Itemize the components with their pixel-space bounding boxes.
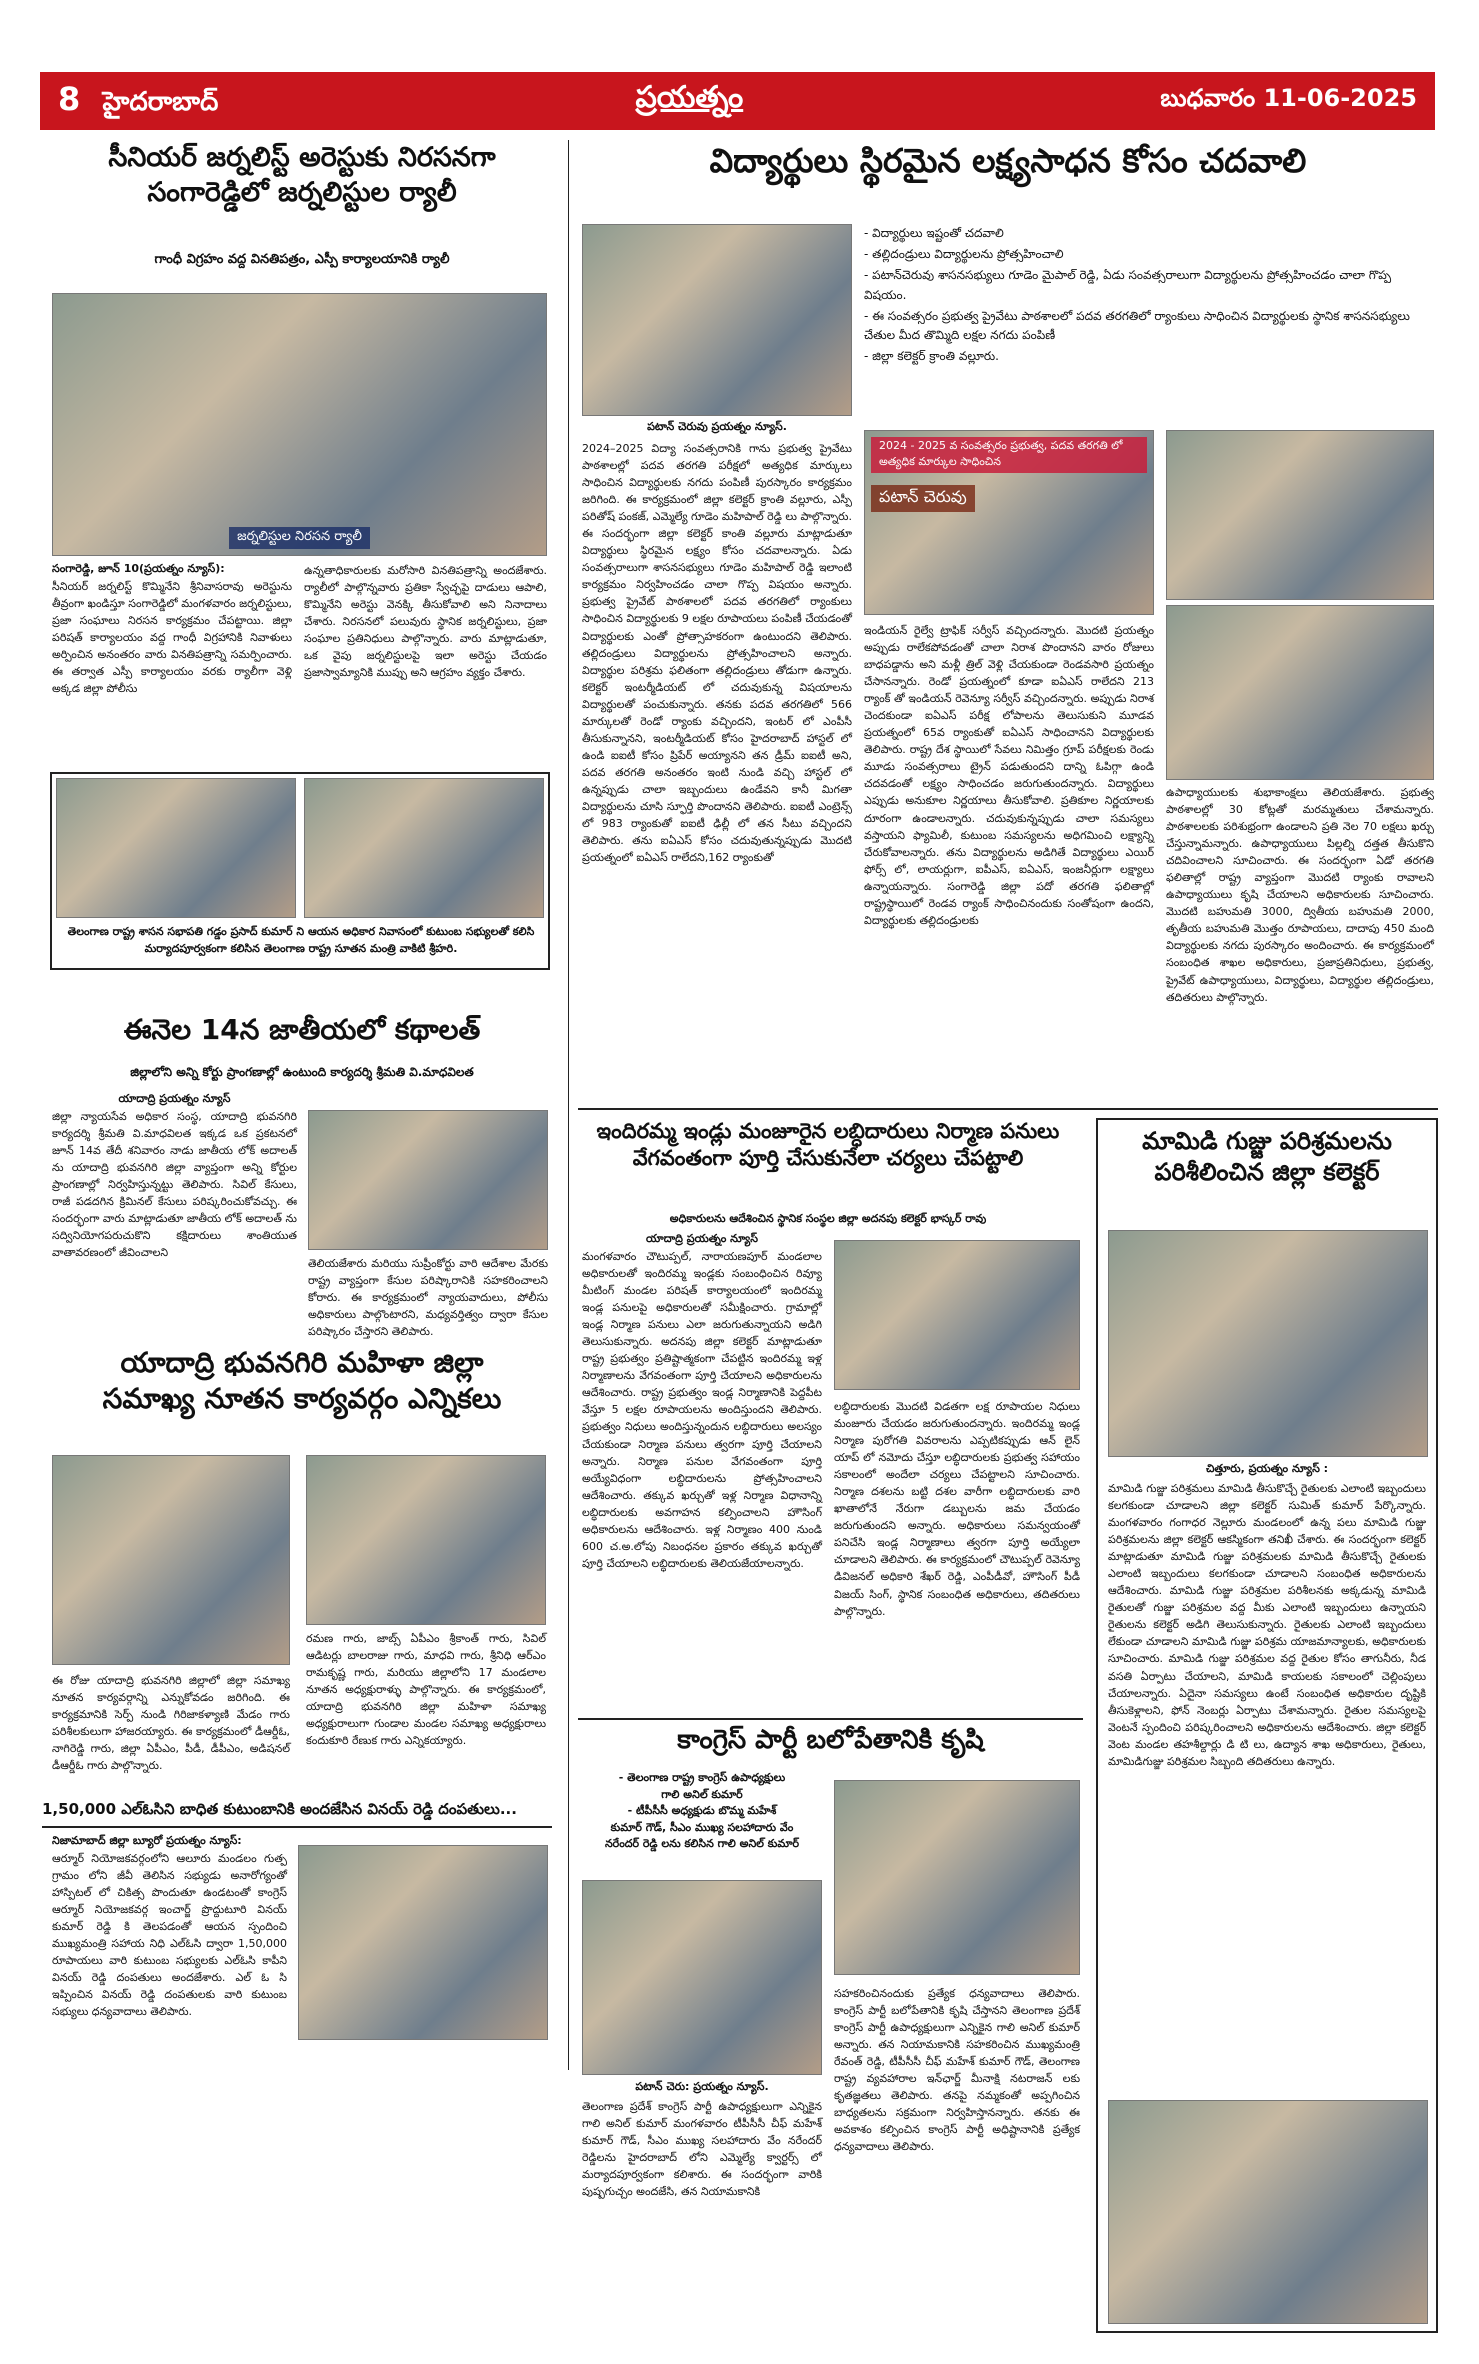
photo-banner: జర్నలిస్టుల నిరసన ర్యాలీ bbox=[229, 527, 370, 549]
bullet-item: - జిల్లా కలెక్టర్ క్రాంతి వల్లూరు. bbox=[864, 349, 999, 364]
housing-col-2: లబ్ధిదారులకు మొదటి విడతగా లక్ష రూపాయల నిధులు మంజూరు చేయడం జరుగుతుందన్నారు. ఇందిరమ్మ ఇండ్ల నిర్మాణ పురోగతి వివరాలను ఎప్పటికప్పుడు ఆన్ లైన్ యాప్ లో నమోదు చేస్తూ లబ్ధిదారులకు ప్రభుత్వ సహాయం సకాలంలో అందేలా చర్యలు చేపట్టాలని సూచించారు. నిర్మాణ దశలను బట్టి దశల వారీగా లబ్ధిదారులకు వారి ఖాతాలోనే నేరుగా డబ్బులను జమ చేయడం జరుగుతుందని అన్నారు. అధికారులు సమన్వయంతో పనిచేసి ఇండ్ల నిర్మాణాలు త్వరగా పూర్తి అయ్యేలా చూడాలని తెలిపారు. ఈ కార్యక్రమంలో చౌటుప్పల్ రెవెన్యూ డివిజనల్ అధికారి శేఖర్ రెడ్డి, ఎంపీడీవో, హౌసింగ్ పీడీ విజయ్ సింగ్, స్థానిక సంబంధిత అధికారులు, తదితరులు పాల్గొన్నారు. bbox=[834, 1400, 1080, 1618]
mango-body: మామిడి గుజ్జు పరిశ్రమలు మామిడి తీసుకొచ్చే రైతులకు ఎలాంటి ఇబ్బందులు కలగకుండా చూడాలని జిల్లా కలెక్టర్ సుమిత్ కుమార్ పేర్కొన్నారు. మంగళవారం గంగాధర నెల్లూరు మండలంలో ఉన్న పలు మామిడి గుజ్జు పరిశ్రమలను జిల్లా కలెక్టర్ ఆకస్మికంగా తనిఖీ చేశారు. ఈ సందర్భంగా కలెక్టర్ మాట్లాడుతూ మామిడి గుజ్జు పరిశ్రమలకు మామిడి తీసుకొచ్చే రైతులకు ఎలాంటి ఇబ్బందులు కలగకుండా చూడాలని సంబంధిత అధికారులను ఆదేశించారు. మామిడి గుజ్జు పరిశ్రమల పరిశీలనకు అక్కడున్న మామిడి రైతులతో గుజ్జు పరిశ్రమల వద్ద మీకు ఎలాంటి ఇబ్బందులు ఉన్నాయని రైతులను కలెక్టర్ అడిగి తెలుసుకున్నారు. రైతులకు ఎలాంటి ఇబ్బందులు లేకుండా చూడాలని మామిడి గుజ్జు పరిశ్రమ యాజమాన్యాలకు, అధికారులకు సూచించారు. మామిడి గుజ్జు పరిశ్రమల వద్ద రైతుల కోసం తాగునీరు, నీడ వసతి ఏర్పాటు చేయాలని, మామిడి కాయలకు సకాలంలో చెల్లింపులు చేయాలన్నారు. ఏదైనా సమస్యలు ఉంటే సంబంధిత అధికారుల దృష్టికి తీసుకెళ్లాలని, ఫోన్ నెంబర్లు ఏర్పాటు చేశామన్నారు. రైతుల సమస్యలపై వెంటనే స్పందించి పరిష్కరించాలని అధికారులను ఆదేశించారు. జిల్లా కలెక్టర్ వెంట మండల తహశీల్దార్లు డి టి లు, ఉద్యాన శాఖ అధికారులు, రైతులు, మామిడిగుజ్జు పరిశ్రమల సిబ్బంది తదితరులు ఉన్నారు. bbox=[1108, 1482, 1426, 1768]
subline: కుమార్ గౌడ్, సీఎం ముఖ్య సలహాదారు వేం bbox=[610, 1820, 794, 1834]
divider bbox=[578, 1108, 1438, 1110]
minister-photo-1 bbox=[56, 778, 296, 918]
dateline: యాదాద్రి ప్రయత్నం న్యూస్ bbox=[118, 1092, 231, 1105]
mango-box bbox=[1096, 1118, 1438, 2333]
minister-photo-2 bbox=[304, 778, 544, 918]
housing-headline: ఇందిరమ్మ ఇండ్లు మంజూరైన లబ్ధిదారులు నిర్మాణ పనులు వేగవంతంగా పూర్తి చేసుకునేలా చర్యలు చేపట్టాలి bbox=[596, 1119, 1060, 1171]
subline: - తెలంగాణ రాష్ట్ర కాంగ్రెస్ ఉపాధ్యక్షులు bbox=[618, 1771, 786, 1784]
column-divider bbox=[568, 140, 569, 2070]
dateline: సంగారెడ్డి, జూన్ 10(ప్రయత్నం న్యూస్): bbox=[52, 562, 225, 575]
housing-meeting-photo bbox=[834, 1240, 1080, 1390]
newspaper-brand: ప్రయత్నం bbox=[635, 80, 744, 115]
bullet-item: - పటాన్‌చెరువు శాసనసభ్యులు గూడెం మైపాల్ రెడ్డి, ఏడు సంవత్సరాలుగా విద్యార్థులను ప్రోత్సహించడం చాలా గొప్ప విషయం. bbox=[864, 268, 1392, 302]
article-text: ఆర్మూర్ నియోజకవర్గంలోని ఆలూరు మండలం గుత్ప గ్రామం లోని జీవీ తెలిసిన సభ్యుడు అనారోగ్యంతో హాస్పిటల్ లో చికిత్స పొందుతూ ఉండటంతో కాంగ్రెస్ ఆర్మూర్ నియోజకవర్గ ఇంచార్జ్ ప్రొద్దుటూరి వినయ్ కుమార్ రెడ్డి కి తెలపడంతో ఆయన స్పందించి ముఖ్యమంత్రి సహాయ నిధి ఎల్ఓసి ద్వారా 1,50,000 రూపాయలు వారి కుటుంబ సభ్యులకు ఎల్ఓసి కాపీని వినయ్ రెడ్డి దంపతులు అందజేశారు. ఎల్ ఓ సి ఇప్పించిన వినయ్ రెడ్డి దంపతులకు వారి కుటుంబ సభ్యులు ధన్యవాదాలు తెలిపారు. bbox=[52, 1852, 287, 2019]
women-photo-1 bbox=[52, 1455, 290, 1665]
students-top-photo bbox=[582, 224, 852, 416]
dateline: నిజామాబాద్ జిల్లా బ్యూరో ప్రయత్నం న్యూస్: bbox=[52, 1834, 242, 1847]
congress-caption: పటాన్ చెరు: ప్రయత్నం న్యూస్. bbox=[635, 2080, 769, 2093]
mango-headline: మామిడి గుజ్జు పరిశ్రమలను పరిశీలించిన జిల్లా కలెక్టర్ bbox=[1142, 1127, 1392, 1187]
cmrf-headline: 1,50,000 ఎల్ఓసిని బాధిత కుటుంబానికి అందజేసిన వినయ్ రెడ్డి దంపతులు... bbox=[42, 1800, 517, 1818]
lokadalat-caption: తెలియజేశారు మరియు సుప్రీంకోర్టు వారి ఆదేశాల మేరకు రాష్ట్ర వ్యాప్తంగా కేసుల పరిష్కారానికి సహకరించాలని కోరారు. ఈ కార్యక్రమంలో న్యాయవాదులు, పోలీసు అధికారులు పాల్గొంటారని, మధ్యవర్తిత్వం ద్వారా కేసుల పరిష్కారం చేస్తారని తెలిపారు. bbox=[308, 1257, 548, 1339]
congress-col-2: సహకరించినందుకు ప్రత్యేక ధన్యవాదాలు తెలిపారు. కాంగ్రెస్ పార్టీ బలోపేతానికి కృషి చేస్తానని తెలంగాణ ప్రదేశ్ కాంగ్రెస్ పార్టీ ఉపాధ్యక్షులుగా ఎన్నికైన గాలి అనిల్ కుమార్ అన్నారు. తన నియామకానికి సహకరించిన ముఖ్యమంత్రి రేవంత్ రెడ్డి, టీపీసీసీ చీఫ్ మహేశ్ కుమార్ గౌడ్, తెలంగాణ రాష్ట్ర వ్యవహారాల ఇన్‌ఛార్జ్ మీనాక్షి నటరాజన్ లకు కృతజ్ఞతలు తెలిపారు. తనపై నమ్మకంతో అప్పగించిన బాధ్యతలను సక్రమంగా నిర్వహిస్తానన్నారు. తనకు ఈ అవకాశం కల్పించిన కాంగ్రెస్ పార్టీ అధిష్టానానికి ప్రత్యేక ధన్యవాదాలు తెలిపారు. bbox=[834, 1987, 1080, 2154]
students-stage-photo bbox=[864, 430, 1154, 615]
women-photo-2 bbox=[306, 1455, 546, 1625]
dateline: యాదాద్రి ప్రయత్నం న్యూస్ bbox=[646, 1232, 758, 1245]
students-bullets bbox=[864, 224, 1434, 368]
dateline: చిత్తూరు, ప్రయత్నం న్యూస్ : bbox=[1205, 1462, 1329, 1475]
bullet-item: - తల్లిదండ్రులు విద్యార్థులను ప్రోత్సహించాలి bbox=[864, 247, 1064, 262]
journalist-body-right: ఉన్నతాధికారులకు మరోసారి వినతిపత్రాన్ని అందజేశారు. ర్యాలీలో పాల్గొన్నవారు ప్రతికా స్వేచ్ఛపై దాడులు ఆపాలి, కొమ్మినేని అరెస్టు వెనక్కి తీసుకోవాలి అని నినాదాలు చేశారు. నిరసనలో పలువురు స్థానిక జర్నలిస్టులు, ప్రజా సంఘాల ప్రతినిధులు పాల్గొన్నారు. వారు మాట్లాడుతూ, ఒక వైపు జర్నలిస్టులపై ఇలా అరెస్టు చేయడం ప్రజాస్వామ్యానికి ముప్పు అని ఆగ్రహం వ్యక్తం చేశారు. bbox=[304, 564, 547, 680]
congress-photo-1 bbox=[582, 1880, 822, 2075]
housing-subhead: అధికారులను ఆదేశించిన స్థానిక సంస్థల జిల్లా అదనపు కలెక్టర్ భాస్కర్ రావు bbox=[669, 1212, 987, 1225]
journalist-body-left bbox=[52, 562, 292, 698]
students-col-3: ఉపాధ్యాయులకు శుభాకాంక్షలు తెలియజేశారు. ప్రభుత్వ పాఠశాలల్లో 30 కోట్లతో మరమ్మతులు చేశామన్నారు. పాఠశాలలకు పరిశుభ్రంగా ఉండాలని ప్రతి నెల 70 లక్షలు ఖర్చు చేస్తున్నామన్నారు. ఉపాధ్యాయులు పిల్లల్ని దత్తత తీసుకొని చదివించాలని సూచించారు. ఈ సందర్భంగా ఏడో తరగతి ఫలితాల్లో రాష్ట్ర వ్యాప్తంగా మొదటి ర్యాంకు రావాలని ఉపాధ్యాయులు కృషి చేయాలని అధికారులకు సూచించారు. మొదటి బహుమతి 3000, ద్వితీయ బహుమతి 2000, తృతీయ బహుమతి మొత్తం రూపాయలు, దాదాపు 450 మంది విద్యార్థులకు నగదు పురస్కారం అందించారు. ఈ కార్యక్రమంలో సంబంధిత శాఖల అధికారులు, ప్రజాప్రతినిధులు, ప్రభుత్వ, ప్రైవేట్ ఉపాధ్యాయులు, విద్యార్థులు, విద్యార్థుల తల్లిదండ్రులు, తదితరులు పాల్గొన్నారు. bbox=[1166, 786, 1434, 1004]
bullet-item: - ఈ సంవత్సరం ప్రభుత్వ ప్రైవేటు పాఠశాలలో పదవ తరగతిలో ర్యాంకులు సాధించిన విద్యార్థులకు స్థానిక శాసనసభ్యులు చేతుల మీద తొమ్మిది లక్షల నగదు పంపిణీ bbox=[864, 308, 1410, 342]
lokadalat-subhead: జిల్లాలోని అన్ని కోర్టు ప్రాంగణాల్లో ఉంటుంది కార్యదర్శి శ్రీమతి వి.మాధవిలత bbox=[130, 1065, 474, 1079]
divider bbox=[42, 1826, 552, 1828]
students-photo-4 bbox=[1166, 605, 1434, 780]
congress-headline: కాంగ్రెస్ పార్టీ బలోపేతానికి కృషి bbox=[677, 1725, 984, 1755]
students-col-2: ఇండియన్ రైల్వే ట్రాఫిక్ సర్వీస్ వచ్చిందన్నారు. మొదటి ప్రయత్నం అప్పుడు రాలేకపోవడంతో చాలా నిరాశ పొందానని వారం రోజులు బాధపడ్డాను అని మళ్లీ త్రిల్ వెళ్లి చేయకుండా రెండవసారి ప్రయత్నం చేసానన్నారు. రెండో ప్రయత్నంలో కూడా ఐఏఎస్ రాలేదని 213 ర్యాంక్ తో ఇండియన్ రెవెన్యూ సర్వీస్ వచ్చిందన్నారు. అప్పుడు నిరాశ చెందకుండా ఐఏఎస్ పరీక్ష లోపాలను తెలుసుకుని మూడవ ప్రయత్నంలో 65వ ర్యాంకుతో ఐఏఎస్ సాధించానని విద్యార్థులకు తెలిపారు. రాష్ట్ర దేశ స్థాయిలో సేవలు నిమిత్తం గ్రూప్ పరీక్షలకు రెండు మూడు సంవత్సరాలు ట్రైన్ పడుతుందని దాన్ని ఓపిగ్గా ఉండి చదవడంతో లక్ష్యం సాధించడం జరుగుతుందన్నారు. విద్యార్థులు ఎప్పుడు అనుకూల నిర్ణయాలు తీసుకోవాలి. ప్రతికూల నిర్ణయాలకు దూరంగా ఉండాలన్నారు. చదువుకున్నప్పుడు చాలా సమస్యలు వస్తాయని ఫ్యామిలీ, కుటుంబ సమస్యలను అధిగమించి లక్ష్యాన్ని చేరుకోవాలన్నారు. తను విద్యార్థులను అడిగితే విద్యార్థులు ఎయిర్ ఫోర్స్ లో, లాయర్లుగా, ఐపీఎస్, ఐఏఎస్, ఇంజనీర్లుగా లక్ష్యాలు ఉన్నాయన్నారు. సంగారెడ్డి జిల్లా పదో తరగతి ఫలితాల్లో రాష్ట్రస్థాయిలో రెండవ ర్యాంక్ సాధించినందుకు సంతోషంగా ఉందని, విద్యార్థులకు తల్లిదండ్రులకు bbox=[864, 624, 1154, 927]
students-caption: పటాన్ చెరువు ప్రయత్నం న్యూస్. bbox=[647, 420, 787, 433]
stage-banner-2: పటాన్ చెరువు bbox=[871, 485, 975, 512]
women-body-right: రమణ గారు, జాబ్స్ ఏపీఎం శ్రీకాంత్ గారు, సివిల్ ఆడిటర్లు బాలరాజు గారు, మాధవి గారు, శ్రీనిధి ఆర్ఎం రామకృష్ణ గారు, మరియు జిల్లాలోని 17 మండలాల నూతన అధ్యక్షురాళ్ళు పాల్గొన్నారు. ఈ కార్యక్రమంలో, యాదాద్రి భువనగిరి జిల్లా మహిళా సమాఖ్య అధ్యక్షురాలుగా గుండాల మండల సమాఖ్య అధ్యక్షురాలు కందుకూరి రేణుక గారు ఎన్నికయ్యారు. bbox=[306, 1632, 546, 1748]
women-body-left: ఈ రోజు యాదాద్రి భువనగిరి జిల్లాలో జిల్లా సమాఖ్య నూతన కార్యవర్గాన్ని ఎన్నుకోవడం జరిగింది. ఈ కార్యక్రమానికి సెర్ప్ నుండి గిరిజాకళ్యాణి మేడం గారు పరిశీలకులుగా హాజరయ్యారు. ఈ కార్యక్రమంలో డీఆర్డీఓ, నాగిరెడ్డి గారు, జిల్లా ఏపీఎం, పీడీ, డీపీఎం, అడిషనల్ డీఆర్డీఓ గారు పాల్గొన్నారు. bbox=[52, 1674, 290, 1773]
mango-photo-2 bbox=[1108, 2100, 1428, 2324]
women-headline: యాదాద్రి భువనగిరి మహిళా జిల్లా సమాఖ్య నూతన కార్యవర్గం ఎన్నికలు bbox=[102, 1346, 502, 1416]
subline: గాలి అనిల్ కుమార్ bbox=[661, 1787, 743, 1801]
minister-photo-box bbox=[50, 772, 550, 970]
journalist-rally-photo bbox=[52, 293, 547, 556]
article-text: మంగళవారం చౌటుప్పల్, నారాయణపూర్ మండలాల అధికారులతో ఇందిరమ్మ ఇండ్లకు సంబంధించిన రివ్యూ మీటింగ్ మండల పరిషత్ కార్యాలయంలో ఇందిరమ్మ ఇండ్ల పనులపై అధికారులతో సమీక్షించారు. గ్రామాల్లో ఇండ్ల నిర్మాణ పనులు ఎలా జరుగుతున్నాయని అడిగి తెలుసుకున్నారు. అదనపు జిల్లా కలెక్టర్ మాట్లాడుతూ రాష్ట్ర ప్రభుత్వం ప్రతిష్టాత్మకంగా చేపట్టిన ఇందిరమ్మ ఇళ్ల నిర్మాణాలను వేగవంతంగా పూర్తి చేయాలని అధికారులను ఆదేశించారు. రాష్ట్ర ప్రభుత్వం ఇండ్ల నిర్మాణానికి పెద్దపీట వేస్తూ 5 లక్షల రూపాయలను అందిస్తుందని తెలిపారు. ప్రభుత్వం నిధులు అందిస్తున్నందున లబ్ధిదారులు అలస్యం చేయకుండా నిర్మాణ పనులు త్వరగా పూర్తి చేయాలని అన్నారు. నిర్మాణ పనుల వేగవంతంగా పూర్తి అయ్యేవిధంగా లబ్ధిదారులను ప్రోత్సహించాలని ఆదేశించారు. తక్కువ ఖర్చుతో ఇళ్ల నిర్మాణ విధానాన్ని లబ్ధిదారులకు అవగాహన కల్పించాలని హౌసింగ్ అధికారులను ఆదేశించారు. ఇళ్ల నిర్మాణం 400 నుండి 600 చ.అ.లోపు నిబంధనల ప్రకారం తక్కువ ఖర్చుతో పూర్తి చేయాలని లబ్ధిదారులకు తెలియజేయాలన్నారు. bbox=[582, 1250, 822, 1570]
congress-sublines bbox=[582, 1770, 822, 1853]
page-number-section: 8 హైదరాబాద్ bbox=[58, 79, 219, 118]
journalist-subhead: గాంధీ విగ్రహం వద్ద వినతిపత్రం, ఎస్పీ కార్యాలయానికి ర్యాలీ bbox=[154, 252, 450, 267]
students-photo-3 bbox=[1166, 430, 1434, 600]
journalist-headline: సీనియర్ జర్నలిస్ట్ అరెస్టుకు నిరసనగా సంగారెడ్డిలో జర్నలిస్టుల ర్యాలీ bbox=[108, 142, 496, 209]
subline: - టీపీసీసీ అధ్యక్షుడు బొమ్మ మహేశ్ bbox=[627, 1804, 777, 1817]
lokadalat-body bbox=[52, 1092, 297, 1303]
stage-banner: 2024 - 2025 వ సంవత్సరం ప్రభుత్వ, పదవ తరగతి లో అత్యధిక మార్కుల సాధించిన bbox=[871, 437, 1147, 473]
minister-caption: తెలంగాణ రాష్ట్ర శాసన సభాపతి గడ్డం ప్రసాద్ కుమార్ ని ఆయన అధికార నివాసంలో కుటుంబ సభ్యులతో కలిసి మర్యాదపూర్వకంగా కలిసిన తెలంగాణ రాష్ట్ర సూతన మంత్రి వాకిటి శ్రీహరి. bbox=[67, 925, 535, 955]
subline: నరేందర్ రెడ్డి లను కలిసిన గాలి అనిల్ కుమార్ bbox=[604, 1837, 800, 1850]
article-text: జిల్లా న్యాయసేవ అధికార సంస్థ, యాదాద్రి భువనగిరి కార్యదర్శి శ్రీమతి వి.మాధవిలత ఇక్కడ ఒక ప్రకటనలో జూన్ 14వ తేదీ శనివారం నాడు జాతీయ లోక్ అదాలత్ ను యాదాద్రి భువనగిరి జిల్లా వ్యాప్తంగా అన్ని కోర్టుల ప్రాంగణాల్లో నిర్వహిస్తున్నట్టు తెలిపారు. సివిల్ కేసులు, రాజీ పడదగిన క్రిమినల్ కేసులు పరిష్కరించుకోవచ్చు. ఈ సందర్భంగా వారు మాట్లాడుతూ జాతీయ లోక్ అదాలత్ ను సద్వినియోగపరుచుకొని కక్షిదారులు శాంతియుత వాతావరణంలో జీవించాలని bbox=[52, 1110, 297, 1260]
bullet-item: - విద్యార్థులు ఇష్టంతో చదవాలి bbox=[864, 226, 1004, 240]
masthead bbox=[40, 72, 1435, 130]
divider bbox=[578, 1718, 1083, 1720]
students-col-1: 2024–2025 విద్యా సంవత్సరానికి గాను ప్రభుత్వ ప్రైవేటు పాఠశాలల్లో పదవ తరగతి పరీక్షలో అత్యధిక మార్కులు సాధించిన విద్యార్థులకు నగదు పంపిణీ పురస్కారం కార్యక్రమం జరిగింది. ఈ కార్యక్రమంలో జిల్లా కలెక్టర్ క్రాంతి వల్లూరు, ఎస్పీ పరితోష్ పంకజ్, ఎమ్మెల్యే గూడెం మహిపాల్ రెడ్డి లు పాల్గొన్నారు. ఈ సందర్భంగా జిల్లా కలెక్టర్ కాంతి వల్లూరు మాట్లాడుతూ విద్యార్థులు స్థిరమైన లక్ష్యం కోసం చదవాలన్నారు. ఏడు సంవత్సరాలుగా శాసనసభ్యులు గూడెం మహిపాల్ రెడ్డి ఇలాంటి కార్యక్రమం నిర్వహించడం చాలా గొప్ప విషయం అన్నారు. ప్రభుత్వ ప్రైవేట్ పాఠశాలలో పదవ తరగతిలో ర్యాంకులు సాధించిన విద్యార్థులకు 9 లక్షల రూపాయలు పంపిణీ చేయడంతో విద్యార్థులకు ఎంతో ప్రోత్సాహకరంగా ఉంటుందని తెలిపారు. తల్లిదండ్రులు విద్యార్థులను ప్రోత్సహించాలని అన్నారు. విద్యార్థుల పరిశ్రమ ఫలితంగా తల్లిదండ్రులు తోడుగా ఉన్నారు. కలెక్టర్ ఇంటర్మీడియట్ లో చదువుకున్న విషయాలను విద్యార్థులతో పంచుకున్నారు. తనకు పదవ తరగతిలో 566 మార్కులతో రెండో ర్యాంకు వచ్చిందని, ఇంటర్ లో ఎంపీసీ తీసుకున్నానని, ఇంటర్మీడియట్ కోసం హైదరాబాద్ హాస్టల్ లో ఉండి ఐఐటీ కోసం ప్రిపేర్ అయ్యానని తన డ్రీమ్ ఐఐటీ అని, పదవ తరగతి అనంతరం ఇంటి నుండి వచ్చి హాస్టల్ లో ఉన్నప్పుడు చాలా ఇబ్బందులు ఉండేవని కానీ మిగతా విద్యార్థులను చూసి స్ఫూర్తి పొందానని తెలిపారు. ఐఐటీ ఎంట్రెన్స్ లో 983 ర్యాంకుతో ఐఐటీ ఢిల్లీ లో తన సీటు వచ్చిందని తెలిపారు. తను ఐఏఎస్ కోసం చదువుతున్నప్పుడు మొదటి ప్రయత్నంలో ఐఏఎస్ రాలేదని,162 ర్యాంకుతో bbox=[582, 442, 852, 865]
cmrf-photo bbox=[298, 1845, 548, 2040]
issue-date: బుధవారం 11-06-2025 bbox=[1160, 84, 1417, 112]
congress-col-1: తెలంగాణ ప్రదేశ్ కాంగ్రెస్ పార్టీ ఉపాధ్యక్షులుగా ఎన్నికైన గాలి అనిల్ కుమార్ మంగళవారం టీపీసీసీ చీఫ్ మహేశ్ కుమార్ గౌడ్, సీఎం ముఖ్య సలహాదారు వేం నరేందర్ రెడ్డిలను హైదరాబాద్ లోని ఎమ్మెల్యే క్వార్టర్స్ లో మర్యాదపూర్వకంగా కలిశారు. ఈ సందర్భంగా వారికి పుష్పగుచ్చం అందజేసి, తన నియామకానికి bbox=[582, 2100, 822, 2199]
cmrf-body bbox=[52, 1834, 287, 2065]
congress-photo-2 bbox=[834, 1780, 1080, 1975]
lokadalat-headline: ఈనెల 14న జాతీయలో కథాలత్ bbox=[123, 1013, 481, 1046]
housing-col-1 bbox=[582, 1232, 822, 1723]
lokadalat-photo bbox=[308, 1110, 548, 1250]
students-headline: విద్యార్థులు స్థిరమైన లక్ష్యసాధన కోసం చదవాలి bbox=[709, 141, 1307, 180]
mango-photo-1 bbox=[1108, 1230, 1428, 1457]
article-text: సీనియర్ జర్నలిస్ట్ కొమ్మినేని శ్రీనివాసరావు అరెస్టును తీవ్రంగా ఖండిస్తూ సంగారెడ్డిలో మంగళవారం జర్నలిస్టులు, ప్రజా సంఘాలు నిరసన కార్యక్రమం చేపట్టాయి. జిల్లా పరిషత్ కార్యాలయం వద్ద గాంధీ విగ్రహానికి నివాళులు అర్పించిన అనంతరం వారు వినతిపత్రాన్ని సమర్పించారు. ఈ తర్వాత ఎస్పీ కార్యాలయం వరకు ర్యాలీగా వెళ్లి అక్కడ జిల్లా పోలీసు bbox=[52, 580, 292, 696]
